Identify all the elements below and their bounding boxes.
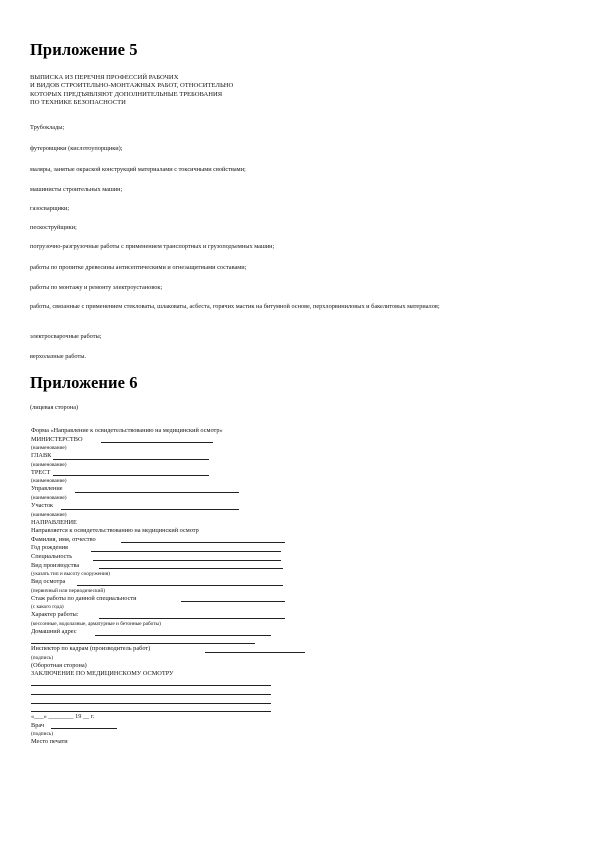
list-item: пескоструйщики; (30, 224, 77, 231)
exam-type-field[interactable] (77, 585, 283, 586)
name-hint: (наименование) (31, 511, 67, 518)
inspector-field[interactable] (205, 652, 305, 653)
experience-row (31, 595, 223, 604)
appendix-6-title: Приложение 6 (30, 373, 138, 392)
trust-field[interactable] (53, 475, 209, 476)
conclusion-field[interactable] (31, 703, 271, 704)
stamp-place: Место печати (31, 738, 68, 746)
doctor-field[interactable] (51, 728, 117, 729)
exam-type-row (31, 578, 223, 587)
experience-hint: (с какого года) (31, 604, 64, 611)
list-item: погрузочно-разгрузочные работы с применением транспортных и грузоподъемных машин; (30, 243, 275, 250)
conclusion-heading: ЗАКЛЮЧЕНИЕ ПО МЕДИЦИНСКОМУ ОСМОТРУ (31, 670, 174, 678)
home-address-field[interactable] (95, 635, 271, 636)
trust-row (31, 469, 223, 478)
exam-type-label: Вид осмотра (31, 578, 66, 586)
ministry-field[interactable] (101, 442, 213, 443)
referral-form (31, 427, 223, 747)
direction-subheading: Направляется к освидетельствованию на медицинский осмотр (31, 527, 199, 535)
conclusion-field[interactable] (31, 685, 271, 686)
home-address-continuation (31, 637, 223, 646)
ministry-label: МИНИСТЕРСТВО (31, 435, 83, 443)
production-type-field[interactable] (99, 568, 283, 569)
ministry-row (31, 436, 223, 445)
exam-hint: (первичный или периодический) (31, 587, 105, 594)
section-label: Участок (31, 501, 54, 509)
work-hint: (кессонные, водолазные, арматурные и бетонные работы) (31, 620, 161, 627)
list-item: Трубоклады; (30, 124, 65, 131)
list-item: работы по монтажу и ремонту электроустановок; (30, 284, 163, 291)
name-hint: (наименование) (31, 494, 67, 501)
subtitle-line: КОТОРЫХ ПРЕДЪЯВЛЯЮТ ДОПОЛНИТЕЛЬНЫЕ ТРЕБОВАНИЯ (30, 90, 223, 98)
experience-field[interactable] (181, 601, 285, 602)
home-address-label: Домашний адрес (31, 627, 77, 635)
specialty-field[interactable] (93, 560, 281, 561)
subtitle-line: ПО ТЕХНИКЕ БЕЗОПАСНОСТИ (30, 98, 126, 106)
list-item: работы по пропитке древесины антисептическими и огнезащитными составами; (30, 264, 247, 271)
birth-year-field[interactable] (91, 551, 281, 552)
production-type-label: Вид производства (31, 561, 80, 569)
name-hint: (наименование) (31, 445, 67, 452)
conclusion-line (31, 696, 223, 705)
list-item: футеровщики (кислотоупорщики); (30, 145, 123, 152)
form-title: Форма «Направление к освидетельствованию на медицинский осмотр» (31, 427, 223, 434)
specialty-row (31, 553, 223, 562)
directorate-label: Управление (31, 485, 63, 493)
subtitle-line: ВЫПИСКА ИЗ ПЕРЕЧНЯ ПРОФЕССИЙ РАБОЧИХ (30, 74, 179, 81)
directorate-field[interactable] (75, 492, 239, 493)
appendix-5-title: Приложение 5 (30, 40, 138, 59)
specialty-label: Специальность (31, 552, 73, 560)
list-item: электросварочные работы; (30, 333, 102, 340)
list-item: машинисты строительных машин; (30, 186, 123, 193)
experience-label: Стаж работы по данной специальности (31, 594, 137, 602)
directorate-row (31, 485, 223, 494)
fio-label: Фамилия, имя, отчество (31, 535, 96, 543)
doctor-row (31, 722, 223, 731)
reverse-side-note: (Оборотная сторона) (31, 661, 87, 669)
glavk-row (31, 452, 223, 461)
trust-label: ТРЕСТ (31, 468, 51, 476)
list-item: верхолазные работы. (30, 353, 87, 360)
name-hint: (наименование) (31, 461, 67, 468)
name-hint: (наименование) (31, 478, 67, 485)
glavk-label: ГЛАВК (31, 452, 52, 460)
inspector-label: Инспектор по кадрам (производитель работ) (31, 645, 151, 653)
inspector-row (31, 645, 223, 654)
glavk-field[interactable] (53, 459, 209, 460)
inspector-signature-hint: (подпись) (31, 654, 53, 661)
section-row (31, 502, 223, 511)
work-character-row (31, 611, 223, 620)
birth-year-row (31, 544, 223, 553)
conclusion-line (31, 687, 223, 696)
doctor-label: Врач (31, 721, 45, 729)
production-type-row (31, 562, 223, 571)
appendix-5-subtitle (30, 74, 233, 107)
list-item: газосварщики; (30, 205, 70, 212)
home-address-field-2[interactable] (31, 643, 255, 644)
list-item: маляры, занятые окраской конструкций материалами с токсичными свойствами; (30, 166, 246, 173)
conclusion-line (31, 705, 223, 714)
date-line: «___» ________ 19 __ г. (31, 713, 95, 721)
work-character-label: Характер работы: (31, 611, 79, 619)
conclusion-line (31, 679, 223, 688)
fio-row (31, 536, 223, 545)
home-address-row (31, 628, 223, 637)
production-hint: (указать тип и высоту сооружения) (31, 571, 110, 578)
section-field[interactable] (61, 509, 239, 510)
work-character-field[interactable] (99, 618, 285, 619)
birth-year-label: Год рождения (31, 544, 68, 552)
doctor-signature-hint: (подпись) (31, 731, 53, 738)
conclusion-field[interactable] (31, 694, 271, 695)
face-side-note: (лицевая сторона) (30, 404, 79, 411)
direction-heading: НАПРАВЛЕНИЕ (31, 518, 77, 526)
list-item: работы, связанные с применением стекловаты, шлаковаты, асбеста, горячих мастик на битумной основе, перхлорвиниловых и бакелитовых материалов; (30, 303, 440, 310)
subtitle-line: И ВИДОВ СТРОИТЕЛЬНО-МОНТАЖНЫХ РАБОТ, ОТНОСИТЕЛЬНО (30, 82, 234, 90)
conclusion-field[interactable] (31, 711, 271, 712)
fio-field[interactable] (121, 542, 285, 543)
